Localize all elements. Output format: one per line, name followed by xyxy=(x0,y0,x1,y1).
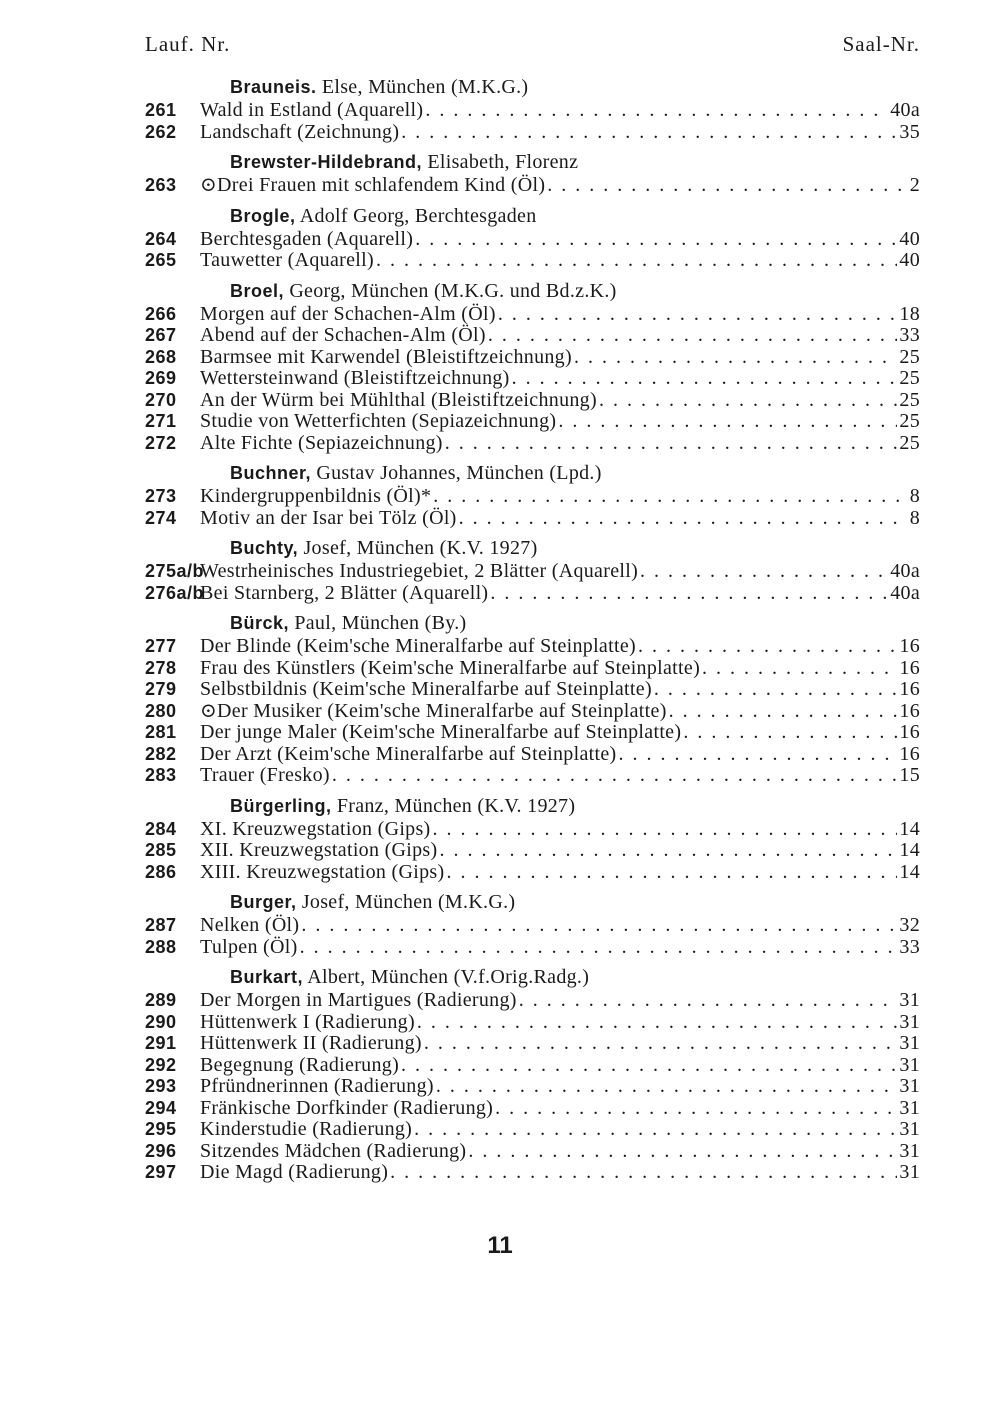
leader-dots xyxy=(599,390,897,412)
entry-title: Westrheinisches Industriegebiet, 2 Blätter (Aquarell) xyxy=(200,560,639,582)
entry-title: Der junge Maler (Keim'sche Mineralfarbe auf Steinplatte) xyxy=(200,721,682,743)
leader-dots xyxy=(301,915,897,937)
entry-title: Der Morgen in Martigues (Radierung) xyxy=(200,989,517,1011)
leader-dots xyxy=(547,175,904,197)
leader-dots xyxy=(414,1119,897,1141)
leader-dots xyxy=(390,1162,897,1184)
entry-title: XII. Kreuzwegstation (Gips) xyxy=(200,839,438,861)
entry-number: 293 xyxy=(145,1076,177,1096)
leader-dots xyxy=(401,1055,897,1077)
catalog-entry xyxy=(145,915,920,937)
room-number: 14 xyxy=(899,839,920,861)
page-number: 11 xyxy=(487,1232,513,1259)
artist-heading xyxy=(145,151,920,173)
entry-title: Berchtesgaden (Aquarell) xyxy=(200,227,414,250)
entry-title: Hüttenwerk I (Radierung) xyxy=(200,1010,415,1033)
entry-title: ⊙Drei Frauen mit schlafendem Kind (Öl) xyxy=(200,174,546,196)
leader-dots xyxy=(495,1098,897,1120)
catalog-entry xyxy=(145,486,920,508)
entry-title: Studie von Wetterfichten (Sepiazeichnung) xyxy=(200,410,557,432)
entry-number: 265 xyxy=(145,250,177,270)
entry-title: Kindergruppenbildnis (Öl)* xyxy=(200,485,432,507)
entry-number: 294 xyxy=(145,1097,177,1118)
catalog-entry xyxy=(145,347,920,369)
entry-number: 271 xyxy=(145,411,177,431)
catalog-entry xyxy=(145,862,920,884)
catalog-entry xyxy=(145,1119,920,1141)
header-room-number-label: Saal-Nr. xyxy=(842,32,920,56)
entry-title: Hüttenwerk II (Radierung) xyxy=(200,1032,422,1054)
catalog-entry xyxy=(145,1098,920,1120)
leader-dots xyxy=(415,229,897,251)
entry-title: Pfründnerinnen (Radierung) xyxy=(200,1075,434,1097)
entry-number: 295 xyxy=(145,1119,177,1139)
entry-title: Landschaft (Zeichnung) xyxy=(200,120,400,143)
leader-dots xyxy=(332,765,898,787)
leader-dots xyxy=(519,990,898,1012)
catalog-entry xyxy=(145,304,920,326)
leader-dots xyxy=(436,1076,898,1098)
entry-number: 286 xyxy=(145,861,177,882)
room-number: 8 xyxy=(909,506,920,529)
entry-number: 285 xyxy=(145,840,177,860)
leader-dots xyxy=(300,937,898,959)
artist-info: Josef, München (K.V. 1927) xyxy=(298,537,538,559)
entry-title: Tulpen (Öl) xyxy=(200,935,298,958)
artist-info: Franz, München (K.V. 1927) xyxy=(331,794,576,817)
room-number: 25 xyxy=(899,345,920,368)
leader-dots xyxy=(640,561,888,583)
artist-info: Adolf Georg, Berchtesgaden xyxy=(295,204,537,227)
entry-title: Abend auf der Schachen-Alm (Öl) xyxy=(200,324,486,346)
catalog-entry xyxy=(145,368,920,390)
room-number: 33 xyxy=(899,324,920,346)
catalog-entry xyxy=(145,122,920,144)
catalog-entry xyxy=(145,636,920,658)
entry-number: 282 xyxy=(145,743,177,764)
room-number: 18 xyxy=(899,302,920,325)
entry-title: Frau des Künstlers (Keim'sche Mineralfarbe auf Steinplatte) xyxy=(200,656,701,679)
entry-title: Wald in Estland (Aquarell) xyxy=(200,99,424,121)
entry-number: 266 xyxy=(145,303,177,324)
leader-dots xyxy=(401,122,897,144)
entry-number: 261 xyxy=(145,100,177,120)
artist-info: Else, München (M.K.G.) xyxy=(316,76,529,98)
catalog-entry xyxy=(145,1162,920,1184)
artist-name: Broel, xyxy=(230,280,285,301)
room-number: 14 xyxy=(899,817,920,840)
artist-name: Bürck, xyxy=(230,613,290,633)
catalog-entry xyxy=(145,175,920,197)
room-number: 40a xyxy=(890,560,920,582)
leader-dots xyxy=(433,486,904,508)
leader-dots xyxy=(638,636,897,658)
room-number: 16 xyxy=(899,678,920,700)
entry-number: 292 xyxy=(145,1054,177,1075)
artist-info: Josef, München (M.K.G.) xyxy=(296,891,516,913)
room-number: 40 xyxy=(899,227,920,250)
artist-heading xyxy=(145,537,920,559)
room-number: 31 xyxy=(899,1032,920,1054)
catalog-entry xyxy=(145,508,920,530)
entry-title: Morgen auf der Schachen-Alm (Öl) xyxy=(200,302,496,325)
artist-heading xyxy=(145,966,920,988)
artist-heading xyxy=(145,612,920,634)
artist-info: Elisabeth, Florenz xyxy=(422,151,579,173)
leader-dots xyxy=(445,433,898,455)
room-number: 31 xyxy=(899,1010,920,1033)
room-number: 40 xyxy=(899,249,920,271)
entry-number: 274 xyxy=(145,507,177,528)
catalog-entry xyxy=(145,1055,920,1077)
leader-dots xyxy=(702,658,897,680)
catalog-entry xyxy=(145,722,920,744)
catalog-entry xyxy=(145,765,920,787)
catalog-entry xyxy=(145,561,920,583)
catalog-entry xyxy=(145,701,920,723)
room-number: 25 xyxy=(899,431,920,454)
catalog-entry xyxy=(145,658,920,680)
catalog-entry xyxy=(145,250,920,272)
room-number: 14 xyxy=(899,860,920,883)
entry-title: XI. Kreuzwegstation (Gips) xyxy=(200,817,431,840)
catalog-entry xyxy=(145,390,920,412)
catalog-entry xyxy=(145,1012,920,1034)
catalog-entry xyxy=(145,433,920,455)
room-number: 31 xyxy=(899,1161,920,1183)
artist-name: Bürgerling, xyxy=(230,795,332,816)
room-number: 25 xyxy=(899,410,920,432)
leader-dots xyxy=(417,1012,897,1034)
entry-number: 276a/b xyxy=(145,582,205,603)
artist-name: Burkart, xyxy=(230,967,304,987)
catalog-entry xyxy=(145,100,920,122)
room-number: 16 xyxy=(899,635,920,657)
artist-info: Gustav Johannes, München (Lpd.) xyxy=(311,462,602,484)
entry-number: 269 xyxy=(145,368,177,388)
leader-dots xyxy=(468,1141,897,1163)
entry-number: 283 xyxy=(145,765,177,785)
entry-number: 281 xyxy=(145,722,177,742)
artist-name: Buchner, xyxy=(230,463,312,483)
entry-number: 287 xyxy=(145,915,177,935)
artist-name: Buchty, xyxy=(230,538,299,558)
entry-number: 263 xyxy=(145,175,177,195)
entry-number: 270 xyxy=(145,389,177,410)
entry-number: 267 xyxy=(145,325,177,345)
entry-number: 273 xyxy=(145,486,177,506)
leader-dots xyxy=(439,840,897,862)
artist-heading xyxy=(145,205,920,227)
room-number: 16 xyxy=(899,656,920,679)
leader-dots xyxy=(488,325,898,347)
entry-title: Begegnung (Radierung) xyxy=(200,1053,400,1076)
leader-dots xyxy=(433,819,898,841)
catalog-entry xyxy=(145,1033,920,1055)
entry-number: 284 xyxy=(145,818,177,839)
entry-number: 268 xyxy=(145,346,177,367)
entry-number: 279 xyxy=(145,679,177,699)
catalog-entry xyxy=(145,1076,920,1098)
leader-dots xyxy=(683,722,897,744)
room-number: 40a xyxy=(890,99,920,121)
room-number: 33 xyxy=(899,935,920,958)
room-number: 16 xyxy=(899,699,920,722)
leader-dots xyxy=(574,347,897,369)
catalog-entry xyxy=(145,840,920,862)
catalog-entry xyxy=(145,583,920,605)
leader-dots xyxy=(490,583,888,605)
leader-dots xyxy=(376,250,897,272)
entry-title: Motiv an der Isar bei Tölz (Öl) xyxy=(200,506,457,529)
catalog-entry xyxy=(145,744,920,766)
catalog-entry xyxy=(145,937,920,959)
room-number: 2 xyxy=(909,174,920,196)
leader-dots xyxy=(425,100,888,122)
entry-number: 264 xyxy=(145,228,177,249)
artist-name: Burger, xyxy=(230,892,297,912)
leader-dots xyxy=(618,744,897,766)
artist-heading xyxy=(145,280,920,302)
leader-dots xyxy=(424,1033,898,1055)
entry-title: Fränkische Dorfkinder (Radierung) xyxy=(200,1096,494,1119)
page-header xyxy=(145,32,920,62)
entry-title: Trauer (Fresko) xyxy=(200,764,330,786)
room-number: 25 xyxy=(899,388,920,411)
entry-title: Die Magd (Radierung) xyxy=(200,1161,389,1183)
room-number: 31 xyxy=(899,989,920,1011)
room-number: 31 xyxy=(899,1118,920,1140)
entry-title: Sitzendes Mädchen (Radierung) xyxy=(200,1139,467,1162)
entry-number: 297 xyxy=(145,1162,177,1182)
entry-title: Barmsee mit Karwendel (Bleistiftzeichnung) xyxy=(200,345,572,368)
catalog-entry xyxy=(145,411,920,433)
artist-info: Paul, München (By.) xyxy=(289,612,467,634)
artist-info: Georg, München (M.K.G. und Bd.z.K.) xyxy=(284,279,617,302)
entry-number: 290 xyxy=(145,1011,177,1032)
leader-dots xyxy=(459,508,904,530)
room-number: 16 xyxy=(899,742,920,765)
entry-number: 277 xyxy=(145,636,177,656)
room-number: 8 xyxy=(909,485,920,507)
entry-title: Wettersteinwand (Bleistiftzeichnung) xyxy=(200,367,510,389)
entry-number: 288 xyxy=(145,936,177,957)
artist-name: Brauneis. xyxy=(230,77,317,97)
room-number: 32 xyxy=(899,914,920,936)
artist-heading xyxy=(145,76,920,98)
entry-number: 296 xyxy=(145,1140,177,1161)
artist-info: Albert, München (V.f.Orig.Radg.) xyxy=(303,966,590,988)
catalog-list xyxy=(145,76,920,1184)
entry-title: Alte Fichte (Sepiazeichnung) xyxy=(200,431,443,454)
entry-number: 291 xyxy=(145,1033,177,1053)
entry-number: 280 xyxy=(145,700,177,721)
entry-number: 289 xyxy=(145,990,177,1010)
room-number: 15 xyxy=(899,764,920,786)
entry-title: Der Blinde (Keim'sche Mineralfarbe auf Steinplatte) xyxy=(200,635,636,657)
room-number: 35 xyxy=(899,120,920,143)
entry-title: Der Arzt (Keim'sche Mineralfarbe auf Steinplatte) xyxy=(200,742,617,765)
entry-title: An der Würm bei Mühlthal (Bleistiftzeichnung) xyxy=(200,388,597,411)
room-number: 16 xyxy=(899,721,920,743)
leader-dots xyxy=(654,679,897,701)
artist-heading xyxy=(145,891,920,913)
catalog-entry xyxy=(145,325,920,347)
entry-number: 272 xyxy=(145,432,177,453)
artist-name: Brogle, xyxy=(230,205,296,226)
room-number: 31 xyxy=(899,1075,920,1097)
room-number: 31 xyxy=(899,1053,920,1076)
catalog-entry xyxy=(145,990,920,1012)
leader-dots xyxy=(558,411,897,433)
entry-title: Selbstbildnis (Keim'sche Mineralfarbe auf Steinplatte) xyxy=(200,678,652,700)
catalog-entry xyxy=(145,679,920,701)
entry-title: ⊙Der Musiker (Keim'sche Mineralfarbe auf Steinplatte) xyxy=(200,699,667,722)
leader-dots xyxy=(498,304,898,326)
leader-dots xyxy=(669,701,898,723)
entry-title: XIII. Kreuzwegstation (Gips) xyxy=(200,860,445,883)
leader-dots xyxy=(446,862,897,884)
room-number: 31 xyxy=(899,1139,920,1162)
leader-dots xyxy=(512,368,898,390)
artist-heading xyxy=(145,462,920,484)
entry-title: Tauwetter (Aquarell) xyxy=(200,249,374,271)
catalog-entry xyxy=(145,1141,920,1163)
room-number: 31 xyxy=(899,1096,920,1119)
entry-title: Bei Starnberg, 2 Blätter (Aquarell) xyxy=(200,581,489,604)
entry-number: 262 xyxy=(145,121,177,142)
entry-number: 275a/b xyxy=(145,561,205,581)
header-running-number-label: Lauf. Nr. xyxy=(145,32,231,56)
catalog-entry xyxy=(145,819,920,841)
artist-name: Brewster-Hildebrand, xyxy=(230,152,423,172)
room-number: 40a xyxy=(890,581,920,604)
room-number: 25 xyxy=(899,367,920,389)
entry-number: 278 xyxy=(145,657,177,678)
catalog-entry xyxy=(145,229,920,251)
artist-heading xyxy=(145,795,920,817)
entry-title: Nelken (Öl) xyxy=(200,914,300,936)
entry-title: Kinderstudie (Radierung) xyxy=(200,1118,413,1140)
